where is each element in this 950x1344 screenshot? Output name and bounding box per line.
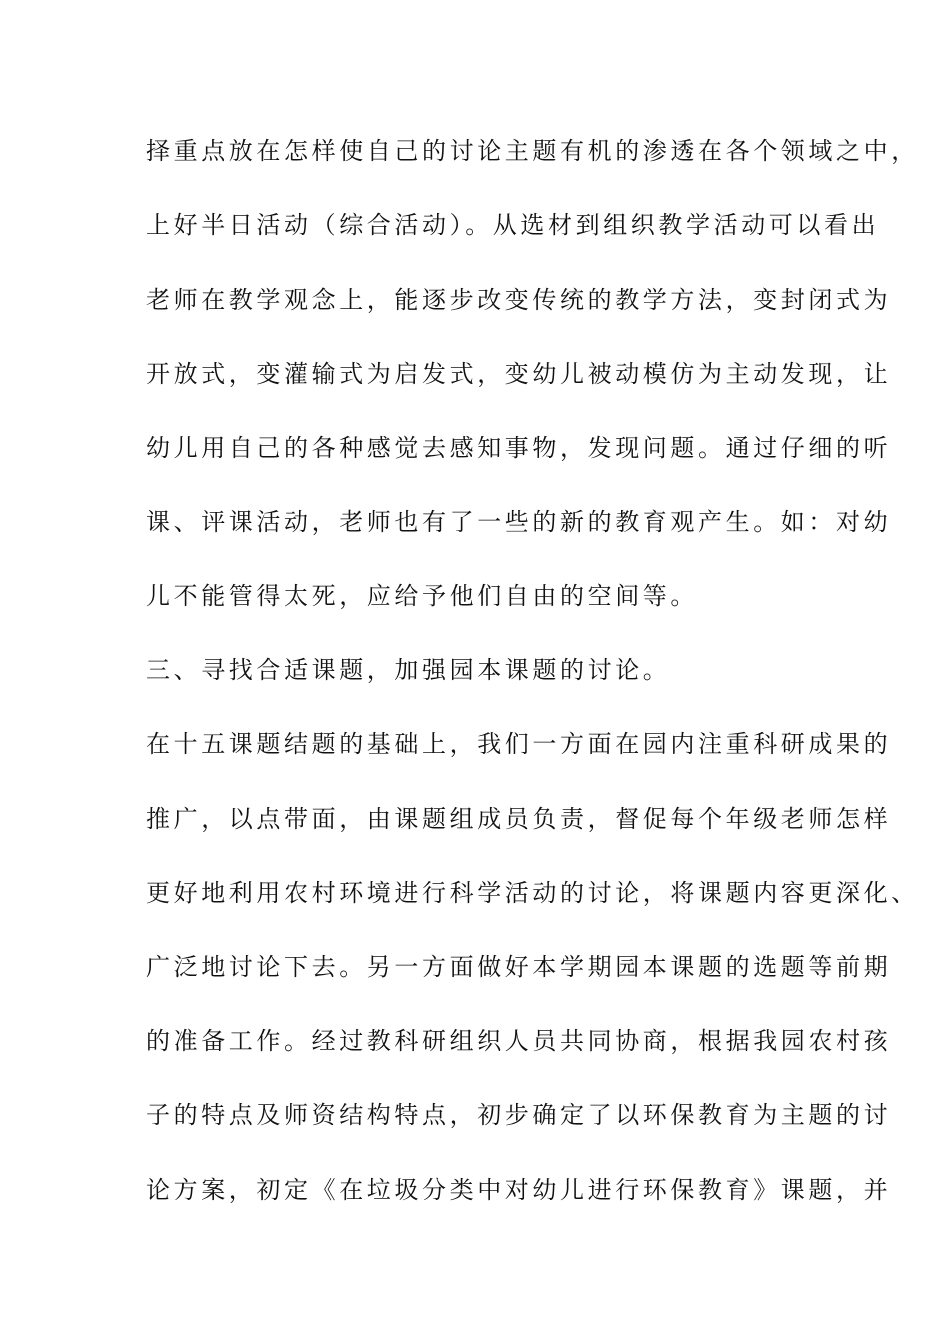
section-heading: 三、寻找合适课题，加强园本课题的讨论。 — [146, 656, 671, 684]
paragraph-line: 广泛地讨论下去。另一方面做好本学期园本课题的选题等前期 — [146, 953, 892, 981]
paragraph-line: 子的特点及师资结构特点，初步确定了以环保教育为主题的讨 — [146, 1101, 892, 1129]
paragraph-line: 课、评课活动，老师也有了一些的新的教育观产生。如：对幼 — [146, 508, 892, 536]
paragraph-line: 老师在教学观念上，能逐步改变传统的教学方法，变封闭式为 — [146, 286, 892, 314]
paragraph-line: 幼儿用自己的各种感觉去感知事物，发现问题。通过仔细的听 — [146, 434, 892, 462]
paragraph-line: 更好地利用农村环境进行科学活动的讨论，将课题内容更深化、 — [146, 879, 919, 907]
paragraph-line: 论方案，初定《在垃圾分类中对幼儿进行环保教育》课题，并 — [146, 1176, 892, 1204]
paragraph-line: 择重点放在怎样使自己的讨论主题有机的渗透在各个领域之中， — [146, 137, 919, 165]
paragraph-line: 推广，以点带面，由课题组成员负责，督促每个年级老师怎样 — [146, 805, 892, 833]
paragraph-line: 上好半日活动（综合活动）。从选材到组织教学活动可以看出 — [146, 211, 880, 239]
paragraph-line: 在十五课题结题的基础上，我们一方面在园内注重科研成果的 — [146, 730, 892, 758]
paragraph-line: 开放式，变灌输式为启发式，变幼儿被动模仿为主动发现，让 — [146, 360, 892, 388]
paragraph-line: 的准备工作。经过教科研组织人员共同协商，根据我园农村孩 — [146, 1027, 892, 1055]
paragraph-line: 儿不能管得太死，应给予他们自由的空间等。 — [146, 582, 698, 610]
